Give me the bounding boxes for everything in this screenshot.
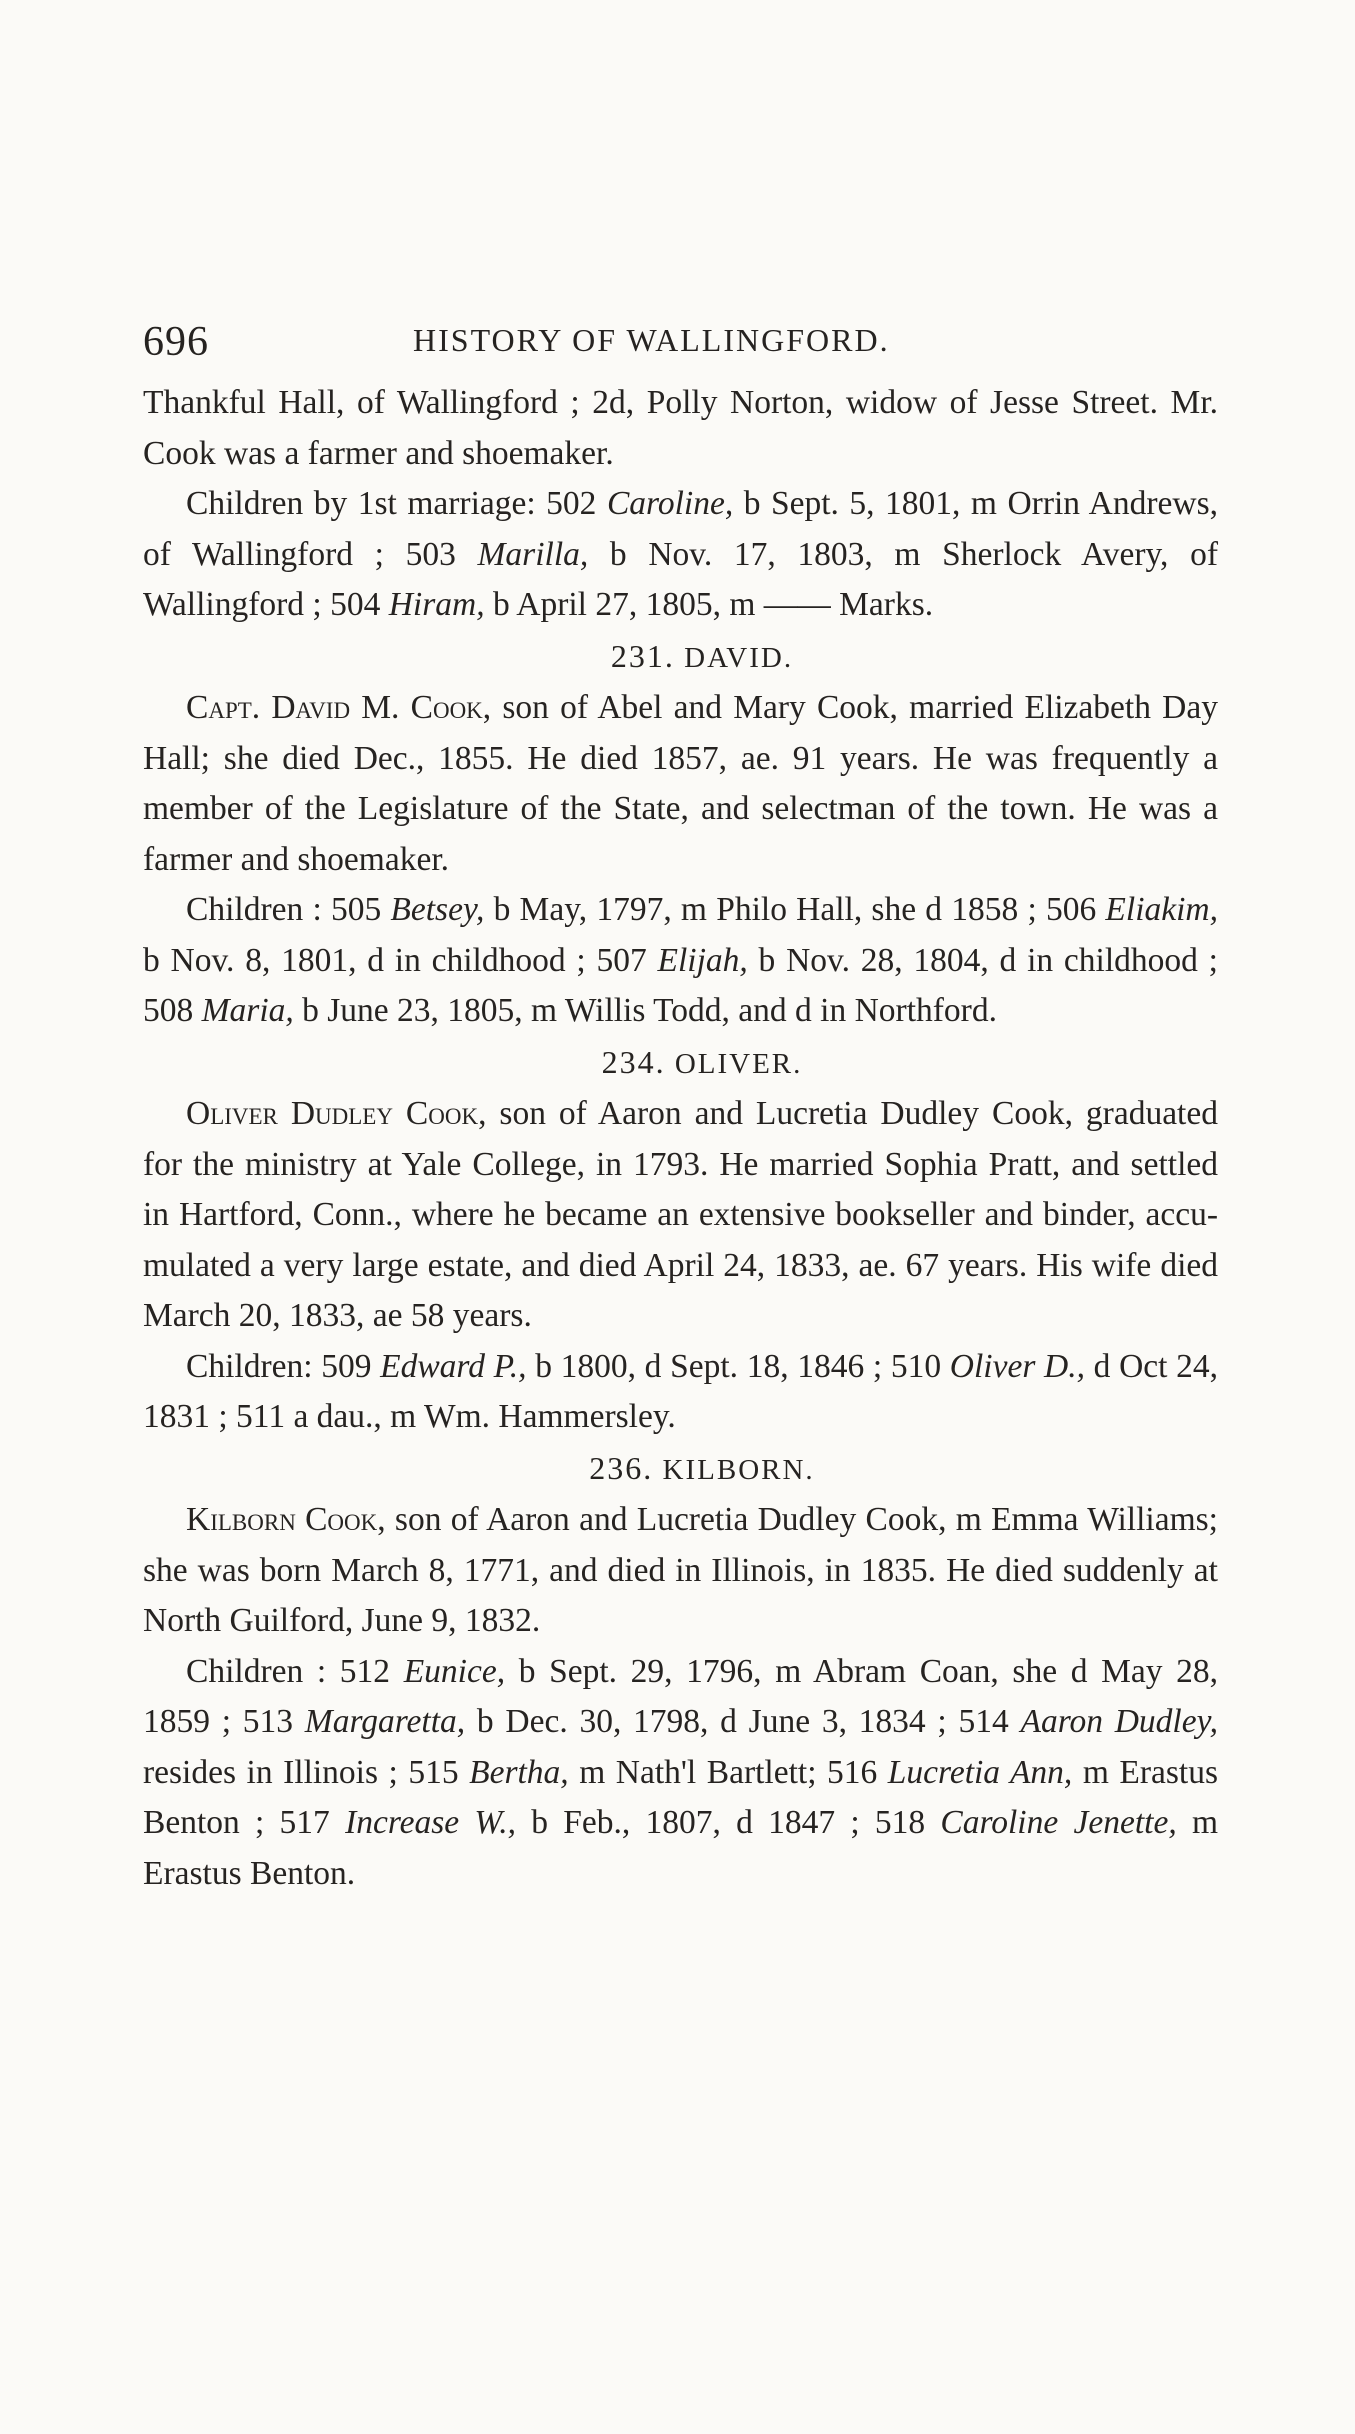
child-name: Elijah, [657, 941, 748, 979]
text-run: resides in Illinois ; 515 [143, 1753, 470, 1791]
text-run: b April 27, 1805, m —— Marks. [484, 586, 934, 623]
child-name: Marilla, [477, 535, 589, 573]
text-run: d Oct 24, 1831 ; 511 a dau., m Wm. Hammersley. [143, 1347, 1218, 1435]
text-run: m Erastus Benton. [143, 1804, 1219, 1892]
section-heading [143, 1037, 1218, 1090]
text-run: Children : 512 [186, 1652, 404, 1690]
text-run: b May, 1797, m Philo Hall, she d 1858 ; 506 [484, 891, 1106, 928]
section-heading [143, 1443, 1218, 1496]
text-run: Children: 509 [186, 1347, 381, 1385]
running-title: HISTORY OF WALLINGFORD. [413, 322, 890, 358]
section-number: 236. [589, 1449, 654, 1486]
text-run: b 1800, d Sept. 18, 1846 ; 510 [526, 1347, 950, 1385]
text-run: son of Abel and Mary Cook, married Elizabeth Day Hall; she died Dec., 1855. He died 1857, ae. 91 years. He was frequently a member of the Legislature of the State, and selectman of the town. He was a farmer and shoemaker. [143, 689, 1218, 878]
section-name: OLIVER. [674, 1047, 803, 1080]
text-run: m Nath'l Bartlett; 516 [568, 1753, 888, 1791]
page-number: 696 [143, 319, 209, 365]
child-name: Oliver D., [949, 1347, 1085, 1385]
text-run: b Nov. 17, 1803, m Sherlock Avery, of Wallingford ; 504 [143, 535, 1218, 623]
person-name: Oliver Dudley Cook, [186, 1095, 487, 1132]
text-run: b June 23, 1805, m Willis Todd, and d in Northford. [293, 992, 997, 1029]
paragraph [143, 1342, 1218, 1443]
section-name: DAVID. [684, 641, 794, 674]
paragraph [143, 683, 1218, 885]
person-name: Capt. David M. Cook, [186, 689, 492, 726]
paragraph [143, 378, 1218, 479]
text-run: b Sept. 29, 1796, m Abram Coan, she d May 28, 1859 ; 513 [143, 1652, 1218, 1740]
text-run: son of Aaron and Lucretia Dudley Cook, m Emma Williams; she was born March 8, 1771, and died in Illinois, in 1835. He died suddenly at North Guilford, June 9, 1832. [143, 1501, 1218, 1639]
paragraph [143, 885, 1218, 1037]
text-run: b Dec. 30, 1798, d June 3, 1834 ; 514 [465, 1703, 1021, 1740]
child-name: Caroline, [606, 485, 734, 522]
body-text [143, 378, 1218, 1899]
text-run: b Feb., 1807, d 1847 ; 518 [515, 1804, 941, 1841]
section-number: 234. [601, 1043, 666, 1080]
child-name: Maria, [201, 992, 294, 1029]
text-run: b Sept. 5, 1801, m Orrin Andrews, of Wallingford ; 503 [143, 485, 1219, 573]
text-run: Thankful Hall, of Wallingford ; 2d, Polly Norton, widow of Jesse Street. Mr. Cook was a farmer and shoemaker. [143, 384, 1218, 472]
text-run: son of Aaron and Lucretia Dudley Cook, graduated for the ministry at Yale College, in 1793. He married Sophia Pratt, and settled in Hartford, Conn., where he became an extensive bookseller and binder, accu- mulated a very large estate, and died April 24, 1833, ae. 67 years. His wife died March 20, 1833, ae 58 years. [143, 1095, 1218, 1334]
child-name: Margaretta, [304, 1703, 466, 1740]
paragraph [143, 1647, 1218, 1900]
book-page [143, 318, 1218, 1899]
child-name: Bertha, [469, 1753, 569, 1791]
text-run: b Nov. 28, 1804, d in childhood ; 508 [143, 941, 1218, 1029]
section-heading [143, 631, 1218, 684]
text-run: m Erastus Benton ; 517 [143, 1753, 1219, 1841]
child-name: Lucretia Ann, [887, 1753, 1073, 1791]
child-name: Eunice, [403, 1652, 506, 1690]
child-name: Increase W., [345, 1804, 516, 1841]
paragraph [143, 479, 1218, 631]
text-run: Children by 1st marriage: 502 [186, 485, 607, 522]
page-header [143, 318, 1218, 378]
child-name: Aaron Dudley, [1020, 1703, 1218, 1740]
child-name: Caroline Jenette, [940, 1804, 1177, 1841]
child-name: Hiram, [388, 586, 485, 623]
section-number: 231. [610, 637, 675, 674]
person-name: Kilborn Cook, [186, 1501, 386, 1538]
child-name: Eliakim, [1105, 891, 1218, 928]
paragraph [143, 1089, 1218, 1342]
section-name: KILBORN. [662, 1453, 815, 1486]
text-run: Children : 505 [186, 891, 391, 928]
paragraph [143, 1495, 1218, 1647]
child-name: Betsey, [390, 891, 485, 928]
child-name: Edward P., [380, 1347, 527, 1385]
text-run: b Nov. 8, 1801, d in childhood ; 507 [143, 941, 658, 979]
